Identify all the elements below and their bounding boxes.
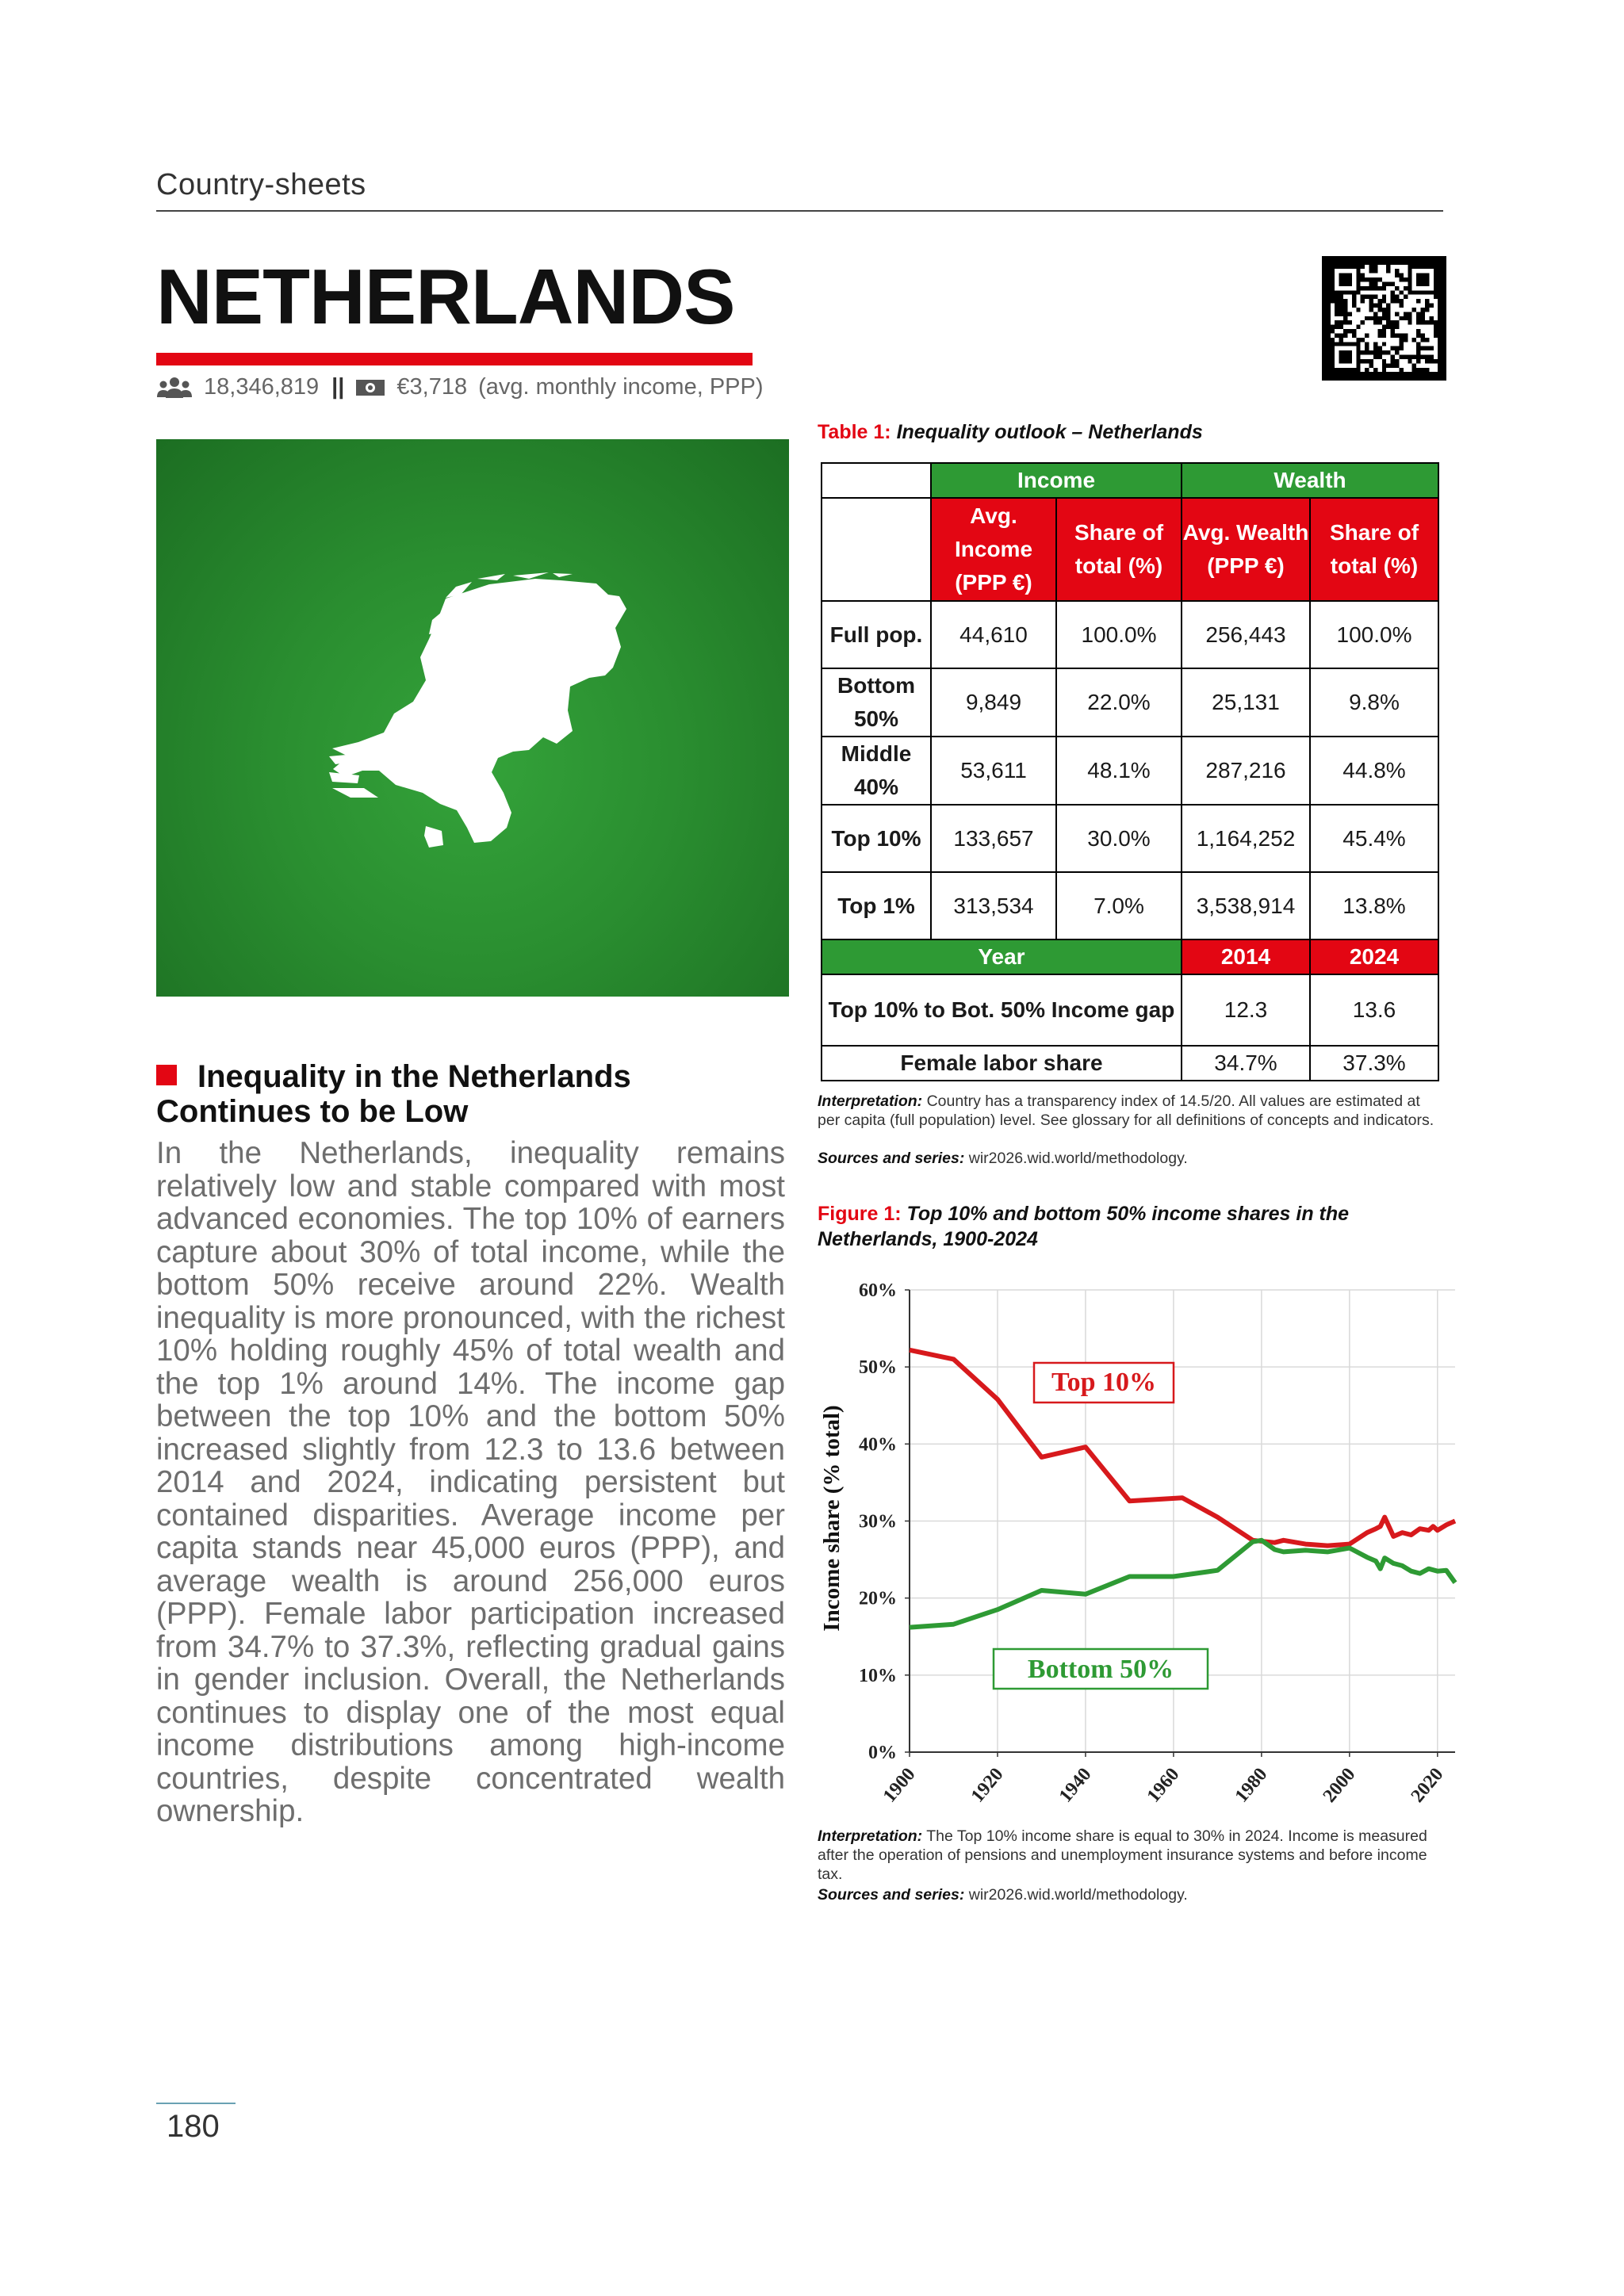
table-sources-text: wir2026.wid.world/methodology. [968,1150,1188,1167]
female-labor-label: Female labor share [822,1046,1182,1081]
figure-interpretation [818,1827,1444,1884]
table-sources-label: Sources and series: [818,1150,965,1167]
y-tick-label: 30% [859,1511,897,1533]
top10-annotation [1034,1363,1174,1402]
income-share-cell: 7.0% [1056,872,1182,939]
row-label: Bottom 50% [822,668,931,737]
bottom50-annotation-text: Bottom 50% [1027,1655,1174,1684]
footer-rule [156,2103,236,2104]
country-stats [156,374,764,400]
row-label: Middle 40% [822,737,931,805]
table-row [822,737,1438,805]
table-corner-cell [822,463,931,498]
x-tick-label: 1920 [967,1764,1008,1807]
article-heading [156,1059,791,1129]
y-tick-label: 40% [859,1434,897,1456]
avg-income-cell: 133,657 [931,805,1056,872]
table-caption-label: Table 1: [818,421,891,443]
income-note: (avg. monthly income, PPP) [478,374,764,400]
wealth-group-header: Wealth [1182,463,1438,498]
banknote-icon [355,377,385,398]
y-tick-label: 10% [859,1665,897,1686]
bottom50-series-line [910,1540,1455,1628]
figure-caption [818,1201,1420,1252]
people-icon [156,377,193,399]
income-group-header: Income [931,463,1182,498]
wealth-share-cell: 13.8% [1310,872,1438,939]
table-row [822,668,1438,737]
wealth-share-cell: 100.0% [1310,601,1438,668]
income-share-cell: 30.0% [1056,805,1182,872]
avg-wealth-cell: 3,538,914 [1182,872,1310,939]
table-sources [818,1149,1444,1168]
country-title: NETHERLANDS [156,253,735,340]
table-note-text: Country has a transparency index of 14.5/20. All values are estimated at per capita (full population) level. See glossary for all definitions of concepts and indicators. [818,1093,1434,1129]
map-panel [156,439,789,997]
income-gap-2014: 12.3 [1182,974,1310,1046]
title-underline [156,353,753,365]
income-share-cell: 22.0% [1056,668,1182,737]
y-tick-label: 50% [859,1357,897,1379]
chart-series [910,1350,1455,1628]
year-2024-header: 2024 [1310,939,1438,974]
year-2014-header: 2014 [1182,939,1310,974]
figure-caption-label: Figure 1: [818,1203,902,1225]
header-rule [156,210,1443,212]
income-gap-label: Top 10% to Bot. 50% Income gap [822,974,1182,1046]
table-row [822,601,1438,668]
table-row [822,1046,1438,1081]
avg-wealth-cell: 25,131 [1182,668,1310,737]
income-share-chart [818,1261,1468,1816]
avg-wealth-cell: 1,164,252 [1182,805,1310,872]
x-tick-label: 2000 [1319,1764,1360,1807]
table-row [822,805,1438,872]
avg-income-cell: 44,610 [931,601,1056,668]
y-axis-label: Income share (% total) [819,1405,845,1632]
income-share-header: Share of total (%) [1056,498,1182,601]
row-label: Full pop. [822,601,931,668]
wealth-share-cell: 9.8% [1310,668,1438,737]
red-square-bullet [156,1065,177,1085]
table-caption [818,421,1203,444]
wealth-share-header: Share of total (%) [1310,498,1438,601]
table-note-label: Interpretation: [818,1093,923,1110]
figure-note-text: The Top 10% income share is equal to 30% in 2024. Income is measured after the operation of pensions and unemployment insurance systems and before income tax. [818,1827,1427,1883]
article-body: In the Netherlands, inequality remains relatively low and stable compared with most advanced economies. The top 10% of earners capture about 30% of total income, while the bottom 50% receive around 22%. Wealth inequality is more pronounced, with the richest 10% holding roughly 45% of total wealth and the top 1% around 14%. The income gap between the top 10% and the bottom 50% increased slightly from 12.3 to 13.6 between 2014 and 2024, indicating persistent but contained disparities. Average income per capita stands near 45,000 euros (PPP), and average wealth is around 256,000 euros (PPP). Female labor participation increased from 34.7% to 37.3%, reflecting gradual gains in gender inclusion. Overall, the Netherlands continues to display one of the most equal income distributions among high-income countries, despite concentrated wealth ownership. [156,1136,785,1828]
table-caption-title: Inequality outlook – Netherlands [896,421,1203,443]
figure-sources-label: Sources and series: [818,1886,965,1904]
y-tick-label: 0% [868,1743,897,1763]
bottom50-annotation [994,1649,1208,1689]
table-row [822,872,1438,939]
top10-annotation-text: Top 10% [1051,1368,1156,1397]
table-empty-cell [822,498,931,601]
table-row [822,974,1438,1046]
x-tick-label: 2020 [1407,1764,1448,1807]
inequality-table [821,462,1439,1081]
y-tick-label: 60% [859,1280,897,1301]
figure-sources [818,1885,1444,1904]
avg-income-cell: 313,534 [931,872,1056,939]
row-label: Top 1% [822,872,931,939]
avg-income-cell: 53,611 [931,737,1056,805]
netherlands-map-icon [156,439,789,997]
female-labor-2024: 37.3% [1310,1046,1438,1081]
year-header: Year [822,939,1182,974]
avg-income-cell: 9,849 [931,668,1056,737]
x-tick-label: 1940 [1055,1764,1096,1807]
income-gap-2024: 13.6 [1310,974,1438,1046]
x-tick-label: 1960 [1143,1764,1184,1807]
figure-note-label: Interpretation: [818,1827,923,1845]
wealth-share-cell: 45.4% [1310,805,1438,872]
y-tick-label: 20% [859,1588,897,1609]
avg-wealth-cell: 287,216 [1182,737,1310,805]
avg-wealth-header: Avg. Wealth (PPP €) [1182,498,1310,601]
qr-code-icon [1322,256,1446,381]
avg-wealth-cell: 256,443 [1182,601,1310,668]
stats-separator: || [331,374,345,400]
row-label: Top 10% [822,805,931,872]
female-labor-2014: 34.7% [1182,1046,1310,1081]
top10-series-line [910,1350,1455,1546]
income-share-cell: 48.1% [1056,737,1182,805]
section-title: Country-sheets [156,168,366,201]
page-number: 180 [167,2109,220,2144]
article-heading-text: Inequality in the Netherlands Continues to be Low [156,1059,631,1129]
avg-income-header: Avg. Income (PPP €) [931,498,1056,601]
wealth-share-cell: 44.8% [1310,737,1438,805]
income-share-cell: 100.0% [1056,601,1182,668]
table-interpretation [818,1092,1444,1130]
x-tick-label: 1900 [879,1764,920,1807]
population-value: 18,346,819 [204,374,320,400]
figure-caption-title: Top 10% and bottom 50% income shares in the Netherlands, 1900-2024 [818,1203,1350,1250]
x-tick-label: 1980 [1231,1764,1272,1807]
income-value: €3,718 [396,374,468,400]
figure-sources-text: wir2026.wid.world/methodology. [968,1886,1188,1904]
